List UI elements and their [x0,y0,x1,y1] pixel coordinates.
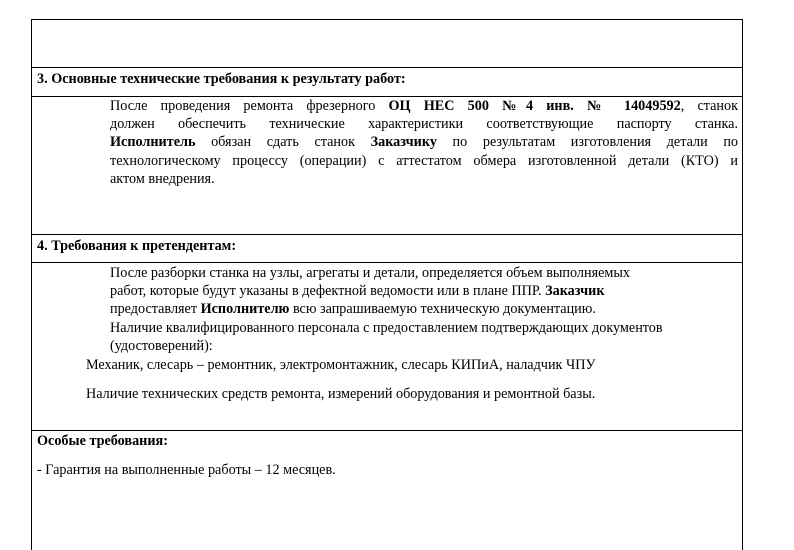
staff-list: Механик, слесарь – ремонтник, электромонтажник, слесарь КИПиА, наладчик ЧПУ [86,357,596,373]
table-divider [32,67,742,68]
text-run: по результатам изготовления детали по [436,134,739,151]
text-run: , станок [680,98,739,114]
text-run: предоставляет [110,301,201,318]
guarantee-text: - Гарантия на выполненные работы – 12 месяцев. [37,462,336,478]
section-3-line: актом внедрения. [110,170,215,187]
special-requirements-heading: Особые требования: [37,433,168,449]
section-4-line: Наличие квалифицированного персонала с предоставлением подтверждающих документов [110,319,663,336]
customer-term: Заказчику [370,134,437,151]
section-3-line: должен обеспечить технические характеристики соответствующие паспорту станка. [110,116,738,133]
section-3-line [110,97,738,115]
section-4-heading: 4. Требования к претендентам: [37,238,237,254]
requirements-table [31,19,743,550]
table-divider [32,430,742,431]
text-run: работ, которые будут указаны в дефектной ведомости или в плане ППР. [110,283,546,300]
section-4-line [110,300,738,318]
customer-term: Заказчик [545,283,605,300]
table-divider [32,262,742,263]
section-4-line: (удостоверений): [110,337,213,354]
section-3-line [110,133,738,151]
executor-term: Исполнителю [200,301,290,318]
executor-term: Исполнитель [110,134,196,151]
table-divider [32,234,742,235]
machine-model-and-inventory: ОЦ НЕС 500 №4 инв. № 14049592 [388,98,681,114]
section-4-line [110,282,738,300]
section-3-line: технологическому процессу (операции) с аттестатом обмера изготовленной детали (КТО) и [110,152,738,169]
text-run: обязан сдать станок [195,134,371,151]
section-3-heading: 3. Основные технические требования к результату работ: [37,71,406,87]
section-3-body [110,97,738,188]
text-run: После проведения ремонта фрезерного [110,98,389,114]
text-run: всю запрашиваемую техническую документацию. [289,301,596,318]
section-4-body [110,264,738,355]
technical-means-requirement: Наличие технических средств ремонта, измерений оборудования и ремонтной базы. [86,386,596,402]
section-4-line: После разборки станка на узлы, агрегаты и детали, определяется объем выполняемых [110,265,631,281]
